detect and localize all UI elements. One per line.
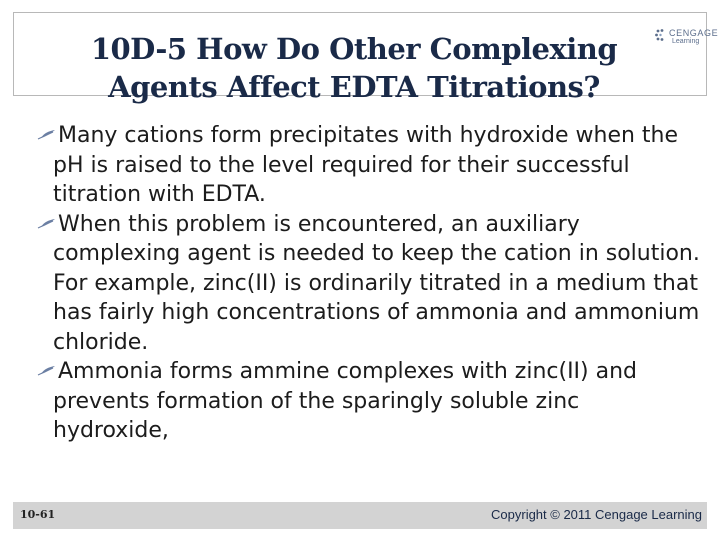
slide-number: 10-61 [20,508,56,521]
title-line-1: 10D-5 How Do Other Complexing [90,32,618,66]
logo-name: CENGAGE [669,28,719,38]
copyright-notice: Copyright © 2011 Cengage Learning [491,507,702,522]
bullet-item [36,210,700,358]
slide-body [36,121,700,446]
slide-footer [13,502,707,529]
bullet-item [36,121,700,210]
bullet-item [36,357,700,446]
bullet-text: Many cations form precipitates with hydroxide when the pH is raised to the level required for their successful titration with EDTA. [53,123,679,207]
slide-title [34,30,674,106]
title-box [13,12,719,104]
bullet-text: Ammonia forms ammine complexes with zinc(II) and prevents formation of the sparingly soluble zinc hydroxide, [53,359,638,443]
cengage-logo [652,27,718,53]
bullet-text: When this problem is encountered, an auxiliary complexing agent is needed to keep the cation in solution. For example, zinc(II) is ordinarily titrated in a medium that has fairly high concentrations of ammonia and ammonium chloride. [53,211,700,355]
logo-sub: Learning [672,38,700,45]
title-line-2: Agents Affect EDTA Titrations? [108,70,600,104]
cengage-logo-icon [654,28,668,42]
